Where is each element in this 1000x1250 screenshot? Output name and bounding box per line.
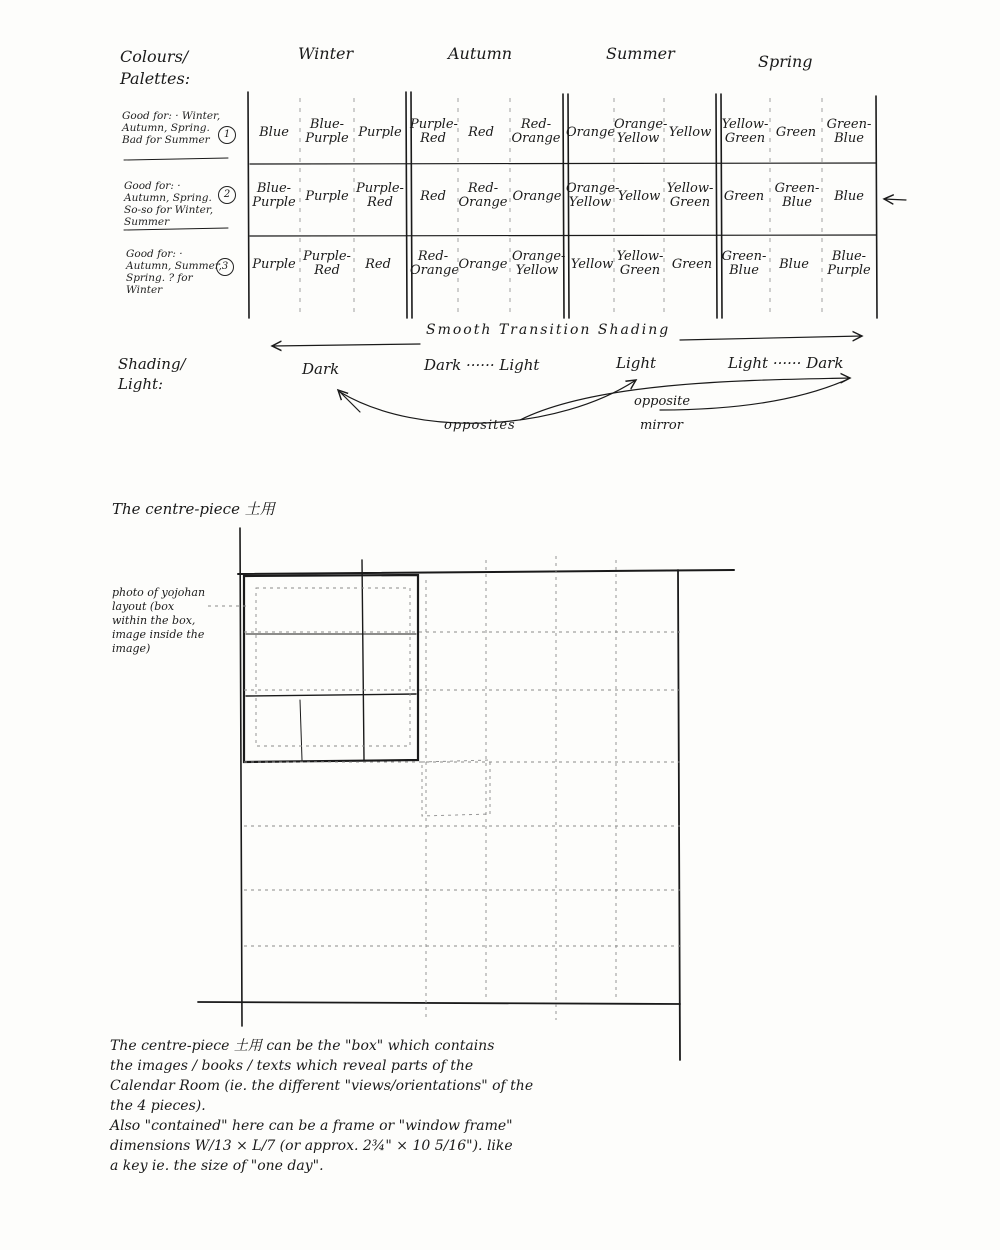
season-divider-1b	[411, 92, 412, 318]
row-note-rule	[124, 158, 228, 160]
shading-stage-2: Dark ······ Light	[424, 356, 540, 374]
cell-r2-c8: Yellow	[617, 189, 661, 204]
note-line-3: Calendar Room (ie. the different "views/orientations" of the	[110, 1078, 534, 1094]
row-number-2: 2	[218, 186, 236, 204]
cell-r1-c7: Orange	[566, 125, 616, 140]
mirror-arc	[520, 378, 850, 420]
note-line-6: dimensions W/13 × L/7 (or approx. 2¾" × 10 5/16"). like	[110, 1138, 513, 1154]
cell-r2-c2: Purple	[305, 189, 349, 204]
cell-r1-c3: Purple	[358, 125, 402, 140]
opposites-label: opposites	[444, 418, 516, 433]
inner-dotted-box	[256, 588, 410, 746]
mirror-label: mirror	[640, 418, 683, 433]
cell-r2-c9: Yellow-Green	[666, 181, 714, 210]
inner-box-row-2	[246, 694, 416, 696]
centrepiece-heading: The centre-piece 土用	[112, 500, 275, 518]
note-line-4: the 4 pieces).	[110, 1098, 206, 1114]
season-summer: Summer	[606, 44, 675, 63]
inner-box-col-1	[362, 560, 364, 760]
season-divider-3a	[716, 94, 717, 318]
season-autumn: Autumn	[448, 44, 513, 63]
row-note-1: Good for: · Winter, Autumn, Spring. Bad for Summer	[122, 110, 221, 146]
table-left-rule	[248, 92, 249, 318]
cell-r2-c3: Purple-Red	[356, 181, 404, 210]
cell-r2-c1: Blue-Purple	[252, 181, 296, 210]
cell-r3-c4: Red-Orange	[410, 249, 460, 278]
shading-stage-1: Dark	[302, 360, 340, 378]
offset-dotted-box	[422, 760, 490, 816]
cell-r2-c4: Red	[420, 189, 446, 204]
cell-r1-c10: Yellow-Green	[721, 117, 769, 146]
season-winter: Winter	[298, 44, 354, 63]
cell-r1-c11: Green	[775, 125, 817, 140]
cell-r3-c5: Orange	[458, 257, 508, 272]
season-divider-3b	[721, 94, 722, 318]
shading-stage-3: Light	[616, 354, 657, 372]
row-number-1: 1	[218, 126, 236, 144]
cell-r1-c5: Red	[468, 125, 494, 140]
cell-r2-c6: Orange	[512, 189, 562, 204]
note-line-7: a key ie. the size of "one day".	[110, 1158, 324, 1174]
grid-left-axis	[240, 528, 242, 1026]
cell-r3-c2: Purple-Red	[303, 249, 351, 278]
cell-r1-c4: Purple-Red	[410, 117, 458, 146]
note-line-1: The centre-piece 土用 can be the "box" which contains	[110, 1038, 495, 1054]
opposite-label: opposite	[634, 394, 691, 409]
season-divider-2a	[563, 94, 564, 318]
cell-r1-c9: Yellow	[668, 125, 712, 140]
shading-heading: Shading/ Light:	[118, 355, 186, 393]
cell-r2-c5: Red-Orange	[458, 181, 508, 210]
cell-r2-c11: Green-Blue	[774, 181, 820, 210]
cell-r2-c7: Orange-Yellow	[566, 181, 620, 210]
cell-r3-c10: Green-Blue	[721, 249, 767, 278]
shading-stage-4: Light ······ Dark	[728, 354, 844, 372]
inner-box-col-2	[300, 700, 302, 760]
cell-r1-c6: Red-Orange	[511, 117, 561, 146]
transition-arrow-left	[272, 344, 420, 346]
cell-r3-c8: Yellow-Green	[616, 249, 664, 278]
cell-r1-c2: Blue-Purple	[305, 117, 349, 146]
cell-r3-c7: Yellow	[570, 257, 614, 272]
cell-r2-c12: Blue	[834, 189, 864, 204]
cell-r1-c1: Blue	[259, 125, 289, 140]
row-pointer-arrow	[884, 199, 906, 200]
transition-label: Smooth Transition Shading	[426, 322, 671, 338]
cell-r3-c1: Purple	[252, 257, 296, 272]
note-line-5: Also "contained" here can be a frame or "window frame"	[110, 1118, 513, 1134]
season-divider-1a	[406, 92, 407, 318]
row-rule-2	[250, 235, 876, 236]
grid-top-line	[238, 570, 734, 574]
opposites-arc	[340, 380, 636, 423]
cell-r3-c6: Orange-Yellow	[512, 249, 566, 278]
season-spring: Spring	[758, 52, 813, 71]
grid-bottom-line	[198, 1002, 680, 1004]
cell-r3-c9: Green	[671, 257, 713, 272]
season-divider-2b	[568, 94, 569, 318]
cell-r3-c12: Blue-Purple	[827, 249, 871, 278]
row-note-3: Good for: · Autumn, Summer, Spring. ? for Winter	[126, 248, 223, 296]
row-rule-1	[250, 163, 876, 164]
inner-box	[244, 575, 418, 762]
row-note-rule-2	[124, 228, 228, 230]
photo-note: photo of yojohan layout (box within the box, image inside the image)	[112, 586, 206, 655]
transition-arrow-right	[680, 336, 862, 340]
note-line-2: the images / books / texts which reveal parts of the	[110, 1058, 474, 1074]
palettes-heading: Colours/ Palettes:	[120, 47, 191, 88]
cell-r3-c3: Red	[365, 257, 391, 272]
cell-r1-c8: Orange-Yellow	[614, 117, 668, 146]
row-number-3: 3	[216, 258, 234, 276]
row-note-2: Good for: · Autumn, Spring. So-so for Winter, Summer	[124, 180, 214, 228]
cell-r3-c11: Blue	[779, 257, 809, 272]
table-right-rule	[876, 96, 877, 318]
grid-right-axis	[678, 570, 680, 1060]
cell-r1-c12: Green-Blue	[826, 117, 872, 146]
cell-r2-c10: Green	[723, 189, 765, 204]
